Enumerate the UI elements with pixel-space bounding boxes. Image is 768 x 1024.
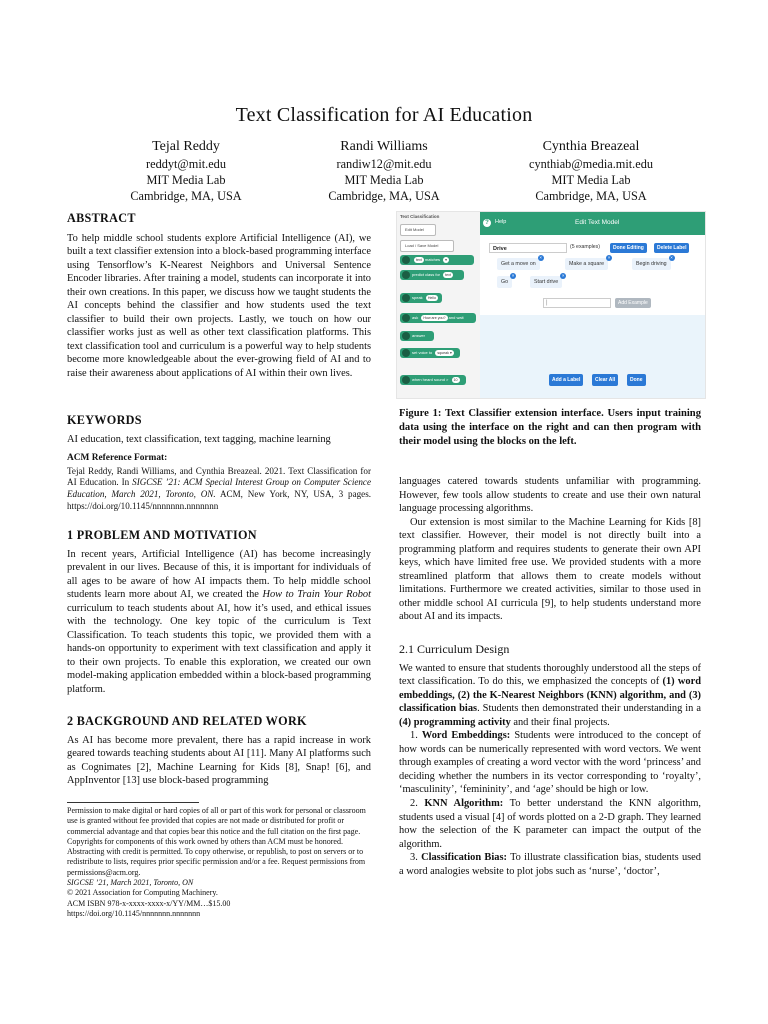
author-block <box>86 138 286 204</box>
acm-reference-text <box>67 466 371 513</box>
example-text: Start drive <box>534 279 559 285</box>
section-1-text-a: In recent years, Artificial Intelligence (AI) has become increasingly prevalent in our lives. Because of this, it is important for individuals of all ages to be aware of how AI impacts them. To help middle school students learn more about AI, we created the <box>67 548 371 601</box>
example-text: Get a move on <box>501 261 536 267</box>
modal-title: Edit Text Model <box>575 219 620 226</box>
author-email: reddyt@mit.edu <box>146 157 226 171</box>
curriculum-item-3 <box>399 851 701 878</box>
intro-text-c: and their final projects. <box>510 716 610 728</box>
example-text: Make a square <box>569 261 605 267</box>
example-chip <box>530 273 565 288</box>
add-example-input[interactable]: | <box>543 298 611 308</box>
example-text: Go <box>501 279 509 285</box>
intro-text-b: . Students then demonstrated their understanding in a <box>477 703 701 715</box>
label-panel <box>480 235 705 315</box>
palette-category: Text Classification <box>400 214 440 219</box>
block-answer[interactable] <box>400 331 434 341</box>
intro-activity: (4) programming activity <box>399 716 511 728</box>
author-name: Cynthia Breazeal <box>542 139 640 154</box>
example-text: Begin driving <box>636 261 667 267</box>
author-location: Cambridge, MA, USA <box>535 189 647 203</box>
block-set-voice[interactable] <box>400 348 460 358</box>
delete-label-button[interactable]: Delete Label <box>654 243 689 253</box>
keywords-section <box>67 414 371 446</box>
classifier-icon <box>402 376 410 384</box>
block-label: predict class for <box>412 272 441 277</box>
block-speak[interactable] <box>400 293 442 303</box>
paper-title: Text Classification for AI Education <box>235 104 533 126</box>
block-label: answer <box>412 333 425 338</box>
block-label: and wait <box>448 315 464 320</box>
section-2-1 <box>399 643 701 878</box>
done-editing-button[interactable]: Done Editing <box>610 243 647 253</box>
curriculum-intro <box>399 662 701 730</box>
copyright-isbn: ACM ISBN 978-x-xxxx-xxxx-x/YY/MM…$15.00 <box>67 898 231 908</box>
section-2-text-a: As AI has become more prevalent, there has a rapid increase in work geared towards teaching students about AI [11]. Many AI platforms such as Cognimates [2], Machine Learning for Kids [8], Snap! [6], and AppInventor [13] use block-based programming <box>67 734 371 787</box>
classifier-icon <box>402 314 410 322</box>
section-1-text-b: curriculum to teach students about AI, how it’s used, and ethical issues with the technology. One key topic of the curriculum is Text Classification. To teach students this topic, we provided them with a hands-on opportunity to experiment with text classification and apply it to their own projects. To enable this exploration, we created our own model-making application embedded within a block-based programming platform. <box>67 602 371 696</box>
remove-icon[interactable]: × <box>511 273 515 278</box>
author-name: Randi Williams <box>340 139 428 154</box>
done-button[interactable]: Done <box>627 374 646 386</box>
acm-reference-venue: SIGCSE ’21: ACM Special Interest Group on Computer Science Education, March 2021, Toronto, ON. <box>67 477 371 500</box>
classifier-icon <box>402 256 410 264</box>
intro-concepts: (1) word embeddings, (2) the K-Nearest Neighbors (KNN) algorithm, and (3) classification bias <box>399 676 701 715</box>
figure-caption: Figure 1: Text Classifier extension interface. Users input training data using the interface on the right and can then program with their model using the blocks on the left. <box>399 408 701 447</box>
section-1-text <box>67 548 371 697</box>
item-number: 1. <box>410 730 422 742</box>
remove-icon[interactable]: × <box>561 273 565 278</box>
edit-model-button[interactable]: Edit Model <box>400 224 436 236</box>
example-chip <box>632 255 673 270</box>
add-example-button[interactable]: Add Example <box>615 298 651 308</box>
copyright-assoc: © 2021 Association for Computing Machinery. <box>67 888 218 898</box>
classifier-icon <box>402 271 410 279</box>
right-column <box>399 475 701 624</box>
block-when-heard[interactable] <box>400 375 466 385</box>
item-number: 2. <box>410 798 425 810</box>
author-affiliation: MIT Media Lab <box>344 173 424 187</box>
author-location: Cambridge, MA, USA <box>130 189 242 203</box>
copyright-doi: https://doi.org/10.1145/nnnnnnn.nnnnnnn <box>67 908 201 918</box>
section-1-curriculum-name: How to Train Your Robot <box>262 589 371 601</box>
item-label: Classification Bias: <box>421 852 507 864</box>
example-chip <box>497 273 515 288</box>
author-email: cynthiab@media.mit.edu <box>528 157 653 171</box>
clear-all-button[interactable]: Clear All <box>592 374 618 386</box>
item-label: Word Embeddings: <box>421 730 511 742</box>
classifier-icon <box>402 349 410 357</box>
item-text: To illustrate classification bias, students used a word analogies website to plot jobs such as ‘nurse’, ‘doctor’, <box>399 852 701 877</box>
keywords-text: AI education, text classification, text tagging, machine learning <box>67 433 331 445</box>
copyright-venue-text: SIGCSE ’21, March 2021, Toronto, ON <box>67 878 194 888</box>
remove-icon[interactable]: × <box>670 255 673 260</box>
copyright-venue <box>67 878 371 888</box>
section-2-1-heading: 2.1 Curriculum Design <box>399 642 510 656</box>
section-2-heading: 2 BACKGROUND AND RELATED WORK <box>67 714 307 728</box>
footnote-rule <box>67 802 199 803</box>
item-number: 3. <box>410 852 422 864</box>
curriculum-item-1 <box>399 729 701 797</box>
section-2-text-c: Our extension is most similar to the Machine Learning for Kids [8] text classifier. However, their model is not directly built into a programming platform and requires students to generate their own API keys, which have limited free use. We provided students with a more streamlined platform that allows them to create models without limitations. Furthermore we created activities, similar to those used in other middle school AI curricula [9], to help students understand more about AI and its impacts. <box>399 516 701 623</box>
remove-icon[interactable]: × <box>607 255 611 260</box>
section-2 <box>67 715 371 788</box>
block-matches[interactable] <box>400 255 474 265</box>
example-count: (5 examples) <box>570 244 600 250</box>
copyright-block <box>67 802 371 919</box>
help-icon[interactable]: ? <box>483 219 491 227</box>
help-link[interactable]: Help <box>495 219 507 225</box>
block-input[interactable]: How are you? <box>423 316 446 320</box>
modal-header <box>480 212 705 235</box>
author-block <box>491 138 691 204</box>
acm-reference-authors: Tejal Reddy, Randi Williams, and Cynthia Breazeal. 2021. Text Classification for AI Education. In <box>67 465 371 488</box>
block-label: set voice to <box>412 350 433 355</box>
curriculum-item-2 <box>399 797 701 851</box>
block-input[interactable]: 10 <box>453 378 458 382</box>
add-label-button[interactable]: Add a Label <box>549 374 583 386</box>
load-save-model-button[interactable]: Load / Save Model <box>400 240 454 252</box>
section-2-text-b: languages catered towards students unfamiliar with programming. However, few tools allow students to create and use their own natural language processing algorithms. <box>399 476 701 515</box>
block-palette <box>397 212 481 398</box>
block-label: matches <box>424 257 441 262</box>
intro-text-a: We wanted to ensure that students thoroughly understood all the steps of text classification. To do this, we emphasized the concepts of <box>399 662 701 688</box>
abstract-text: To help middle school students explore Artificial Intelligence (AI), we built a text classifier extension into a block-based programming interface using Tensorflow’s K-Nearest Neighbors and Universal Sentence Encoder libraries. After training a model, students can incorporate it into their own creations. In this paper, we discuss how we taught students the AI concepts behind the classifier and how students used the text classifier to build their own projects. Lastly, we touch on how our classifier works just as well as other text classification platforms. This text classification tool and curriculum is a powerful way to help students become more knowledgeable about the ever-growing field of AI and to raise their awareness about applications of AI within their own lives. <box>67 232 371 380</box>
figure-1 <box>396 211 706 399</box>
item-text: To better understand the KNN algorithm, students used a visual [4] of words plotted on a 2-D graph. They learned how the selection of the K parameter can impact the output of the algorithm. <box>399 798 702 850</box>
block-predict-class[interactable] <box>400 270 464 280</box>
block-input[interactable]: text <box>445 273 451 277</box>
block-dropdown[interactable]: ▾ <box>445 258 447 262</box>
block-label: speak <box>412 295 423 300</box>
author-name: Tejal Reddy <box>152 139 220 154</box>
acm-reference <box>67 452 371 513</box>
item-text: Students were introduced to the concept of how words can be numerically represented with word vectors. We went through examples of creating a word vector with the word ‘princess’ and deciding whether the numbers in its vector corresponding to ‘royalty’, ‘masculinity’, ‘femininity’, and ‘age’ should be high or low. <box>399 730 701 796</box>
label-name-input[interactable]: Drive <box>489 243 567 253</box>
label-list-area <box>480 315 705 398</box>
acm-reference-rest: ACM, New York, NY, USA, 3 pages. https://doi.org/10.1145/nnnnnnn.nnnnnnn <box>67 489 372 511</box>
block-input[interactable]: Hello <box>427 296 437 300</box>
author-affiliation: MIT Media Lab <box>551 173 631 187</box>
section-1-heading: 1 PROBLEM AND MOTIVATION <box>67 528 257 542</box>
left-column <box>67 212 371 381</box>
acm-reference-heading: ACM Reference Format: <box>67 453 168 463</box>
block-input[interactable]: text <box>416 258 422 262</box>
block-label: ask <box>412 315 419 320</box>
block-label: when heard sound > <box>412 377 449 382</box>
item-label: KNN Algorithm: <box>424 798 504 810</box>
block-dropdown[interactable]: squeak ▾ <box>437 351 452 355</box>
abstract-heading: ABSTRACT <box>67 211 136 225</box>
author-email: randiw12@mit.edu <box>336 157 432 171</box>
example-chip <box>497 255 543 270</box>
block-ask[interactable] <box>400 313 476 323</box>
section-1 <box>67 529 371 697</box>
author-location: Cambridge, MA, USA <box>328 189 440 203</box>
example-chip <box>565 255 611 270</box>
author-affiliation: MIT Media Lab <box>146 173 226 187</box>
remove-icon[interactable]: × <box>539 255 543 260</box>
keywords-heading: KEYWORDS <box>67 413 142 427</box>
author-block <box>284 138 484 204</box>
copyright-text: Permission to make digital or hard copies of all or part of this work for personal or classroom use is granted without fee provided that copies are not made or distributed for profit or commercial advantage and that copies bear this notice and the full citation on the first page. Copyrights for components of this work owned by others than ACM must be honored. Abstracting with credit is permitted. To copy otherwise, or republish, to post on servers or to redistribute to lists, requires prior specific permission and/or a fee. Request permissions from permissions@acm.org. <box>67 806 366 877</box>
classifier-icon <box>402 294 410 302</box>
classifier-icon <box>402 332 410 340</box>
